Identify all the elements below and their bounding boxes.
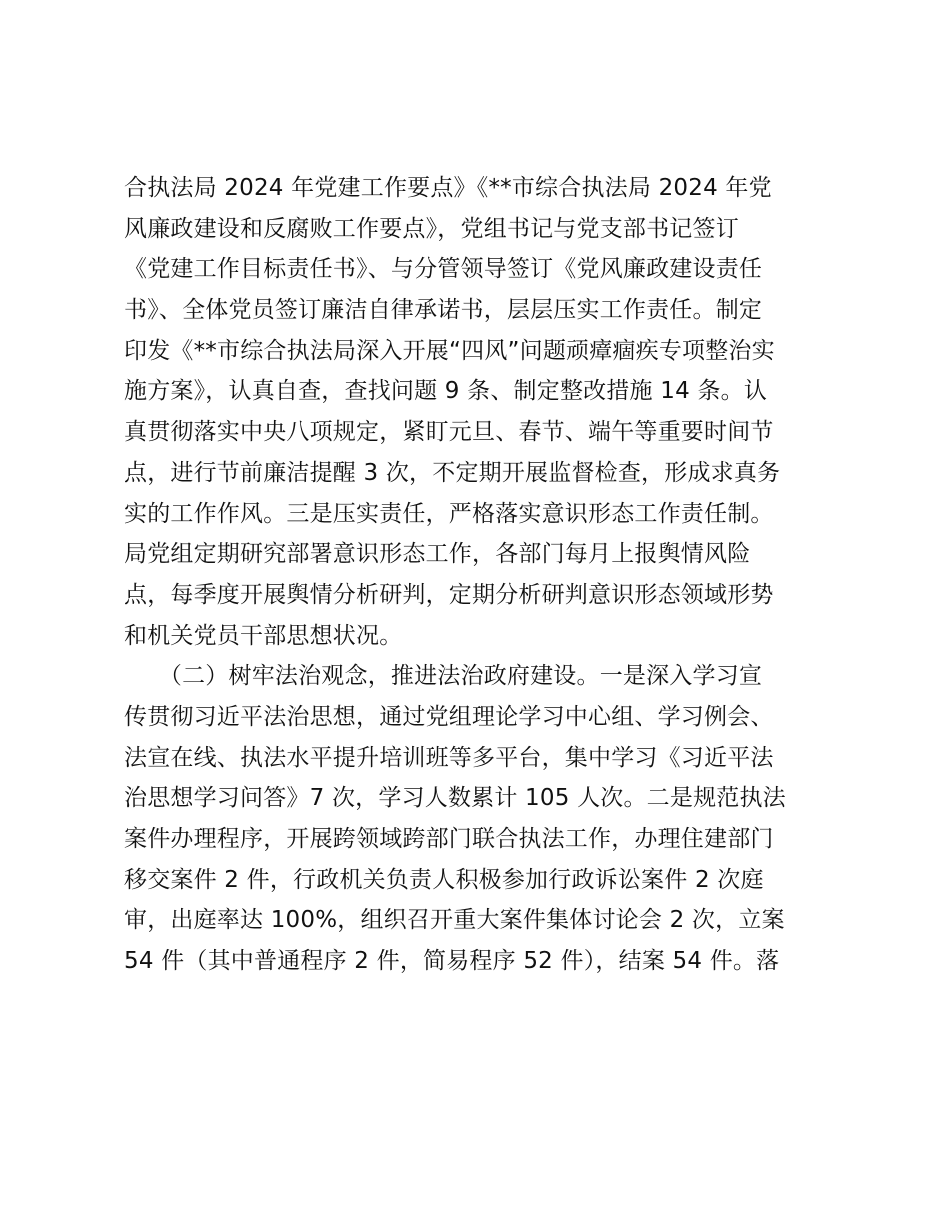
- text-line: 合执法局 2024 年党建工作要点》《**市综合执法局 2024 年党: [124, 175, 772, 201]
- text-line: 54 件（其中普通程序 2 件，简易程序 52 件），结案 54 件。落: [124, 948, 780, 975]
- text-line: 审，出庭率达 100%，组织召开重大案件集体讨论会 2 次，立案: [124, 907, 785, 934]
- text-line: 点，每季度开展舆情分析研判，定期分析研判意识形态领域形势: [124, 581, 774, 608]
- text-line: 和机关党员干部思想状况。: [124, 622, 403, 649]
- text-line: 移交案件 2 件，行政机关负责人积极参加行政诉讼案件 2 次庭: [124, 866, 764, 893]
- text-line: 点，进行节前廉洁提醒 3 次，不定期开展监督检查，形成求真务: [124, 459, 781, 486]
- text-line: 真贯彻落实中央八项规定，紧盯元旦、春节、端午等重要时间节: [124, 419, 774, 446]
- text-line: 风廉政建设和反腐败工作要点》，党组书记与党支部书记签订: [124, 215, 739, 242]
- text-line: 案件办理程序，开展跨领域跨部门联合执法工作，办理住建部门: [124, 826, 774, 852]
- section-heading-line: （二）树牢法治观念，推进法治政府建设。一是深入学习宣: [124, 663, 763, 690]
- text-line: 施方案》，认真自查，查找问题 9 条、制定整改措施 14 条。认: [124, 378, 768, 405]
- text-line: 印发《**市综合执法局深入开展“四风”问题顽瘴痼疾专项整治实: [124, 337, 775, 364]
- text-line: 《党建工作目标责任书》、与分管领导签订《党风廉政建设责任: [124, 256, 763, 283]
- text-line: 局党组定期研究部署意识形态工作，各部门每月上报舆情风险: [124, 541, 751, 568]
- text-line: 实的工作作风。三是压实责任，严格落实意识形态工作责任制。: [124, 500, 774, 527]
- text-line: 法宣在线、执法水平提升培训班等多平台，集中学习《习近平法: [124, 744, 774, 771]
- text-line: 传贯彻习近平法治思想，通过党组理论学习中心组、学习例会、: [124, 703, 774, 730]
- document-body: [124, 168, 824, 982]
- text-line: 治思想学习问答》7 次，学习人数累计 105 人次。二是规范执法: [124, 785, 786, 812]
- text-line: 书》、全体党员签订廉洁自律承诺书，层层压实工作责任。制定: [124, 297, 763, 324]
